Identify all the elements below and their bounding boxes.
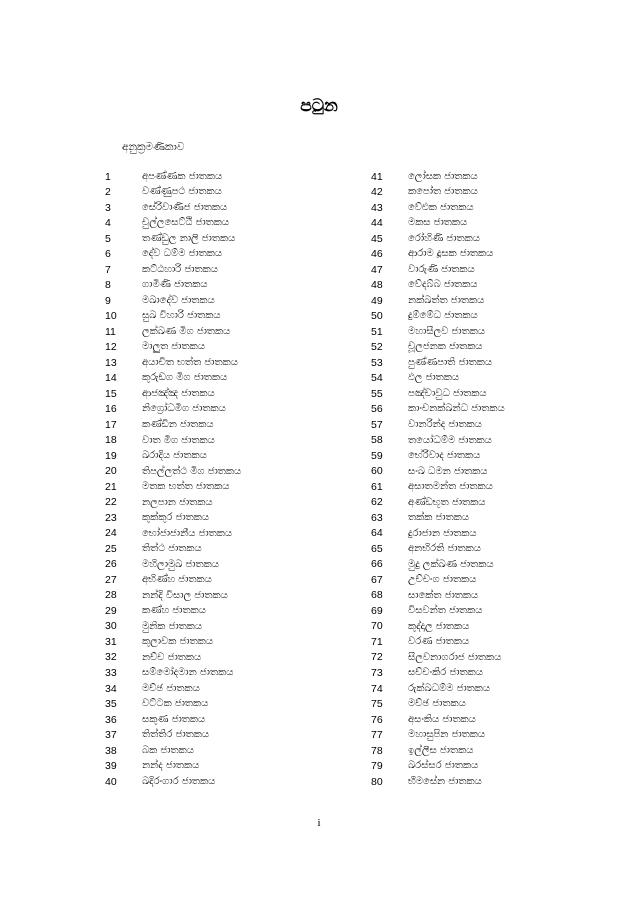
toc-entry [105, 557, 345, 573]
toc-entry-number: 60 [371, 465, 383, 478]
toc-entry [371, 650, 611, 666]
toc-entry-title: මුදු ලක්ඛණ ජාතකය [408, 558, 494, 570]
toc-entry-number: 21 [105, 480, 117, 493]
toc-entry-title: කුලාවක ජාතකය [142, 636, 214, 648]
toc-entry [105, 697, 345, 713]
toc-entry-number: 19 [105, 449, 117, 462]
toc-entry-title: සම්මෝදමාන ජාතකය [142, 667, 234, 679]
toc-entry [371, 541, 611, 557]
toc-entry-title: මච්ඡ ජාතකය [142, 682, 200, 694]
toc-entry [105, 650, 345, 666]
toc-entry [371, 386, 611, 402]
toc-entry-title: අසාතමන්ත ජාතකය [408, 481, 493, 493]
toc-entry-title: තක්ක ජාතකය [408, 512, 470, 524]
toc-entry [371, 495, 611, 511]
toc-entry-number: 79 [371, 760, 383, 773]
toc-entry [371, 464, 611, 480]
toc-entry [105, 402, 345, 418]
toc-entry [371, 355, 611, 371]
toc-entry [105, 479, 345, 495]
toc-entry-title: වරණ ජාතකය [408, 636, 470, 648]
toc-entry [371, 634, 611, 650]
toc-entry-title: තිත්තිර ජාතකය [142, 729, 210, 741]
toc-entry-number: 44 [371, 217, 383, 230]
toc-entry-title: ඵල ජාතකය [408, 372, 460, 384]
toc-entry-number: 22 [105, 496, 117, 509]
toc-entry-number: 53 [371, 356, 383, 369]
toc-entry-title: ලෝසක ජාතකය [408, 170, 478, 182]
toc-entry-number: 72 [371, 651, 383, 664]
toc-entry [371, 200, 611, 216]
toc-entry [105, 293, 345, 309]
toc-entry-number: 78 [371, 744, 383, 757]
toc-entry-number: 71 [371, 635, 383, 648]
toc-entry-number: 59 [371, 449, 383, 462]
toc-entry [371, 216, 611, 232]
toc-entry-title: ඛරස්සර ජාතකය [408, 760, 479, 772]
toc-entry-title: මහාසුපින ජාතකය [408, 729, 486, 741]
toc-entry-title: චුල්ලසෙට්ඨි ජාතකය [142, 217, 230, 229]
toc-entry-number: 13 [105, 356, 117, 369]
toc-entry [105, 712, 345, 728]
toc-entry-number: 23 [105, 511, 117, 524]
toc-entry-title: මච්ඡ ජාතකය [408, 698, 466, 710]
toc-entry-title: භීමසේන ජාතකය [408, 775, 482, 787]
toc-entry-title: මකස ජාතකය [408, 217, 468, 229]
toc-entry-title: අණ්ඩභූත ජාතකය [408, 496, 486, 508]
toc-entry-title: මඛාදේව ජාතකය [142, 294, 215, 306]
toc-entry [105, 278, 345, 294]
toc-entry-title: තිපල්ලත්ථ මිග ජාතකය [142, 465, 242, 477]
toc-entry-title: කාංචනක්ඛන්ධ ජාතකය [408, 403, 505, 415]
toc-entry-title: සච්චංකිර ජාතකය [408, 667, 483, 679]
toc-entry-title: නක්ඛත්ත ජාතකය [408, 294, 485, 306]
toc-entry [371, 759, 611, 775]
toc-entry [105, 262, 345, 278]
toc-entry-title: මාලුත ජාතකය [142, 341, 205, 353]
toc-entry [371, 309, 611, 325]
toc-entry-title: ආජඤ්ඤ ජාතකය [142, 387, 215, 399]
toc-entry [371, 603, 611, 619]
toc-entry [105, 185, 345, 201]
toc-entry-number: 55 [371, 387, 383, 400]
toc-column-left [105, 169, 345, 790]
toc-entry-number: 75 [371, 698, 383, 711]
toc-entry [105, 324, 345, 340]
toc-entry-title: දුම්මේධ ජාතකය [408, 310, 478, 322]
toc-entry-number: 35 [105, 698, 117, 711]
toc-entry-number: 4 [105, 217, 111, 230]
toc-entry [371, 324, 611, 340]
toc-entry [371, 247, 611, 263]
toc-entry-title: දේව ධම්ම ජාතකය [142, 248, 223, 260]
toc-entry-title: දුරාජාන ජාතකය [408, 527, 477, 539]
toc-entry-number: 43 [371, 201, 383, 214]
toc-entry-title: ඛදිරංගාර ජාතකය [142, 775, 216, 787]
toc-entry-number: 61 [371, 480, 383, 493]
toc-entry-title: ඉල්ලීස ජාතකය [408, 744, 474, 756]
toc-entry-number: 17 [105, 418, 117, 431]
toc-entry-title: රුක්ඛධම්ම ජාතකය [408, 682, 491, 694]
toc-entry-title: කපෝත ජාතකය [408, 186, 478, 198]
toc-entry [371, 557, 611, 573]
toc-entry [371, 572, 611, 588]
toc-entry-title: වේදබ්බ ජාතකය [408, 279, 478, 291]
toc-entry [105, 169, 345, 185]
toc-entry-title: ආරාම දූසක ජාතකය [408, 248, 494, 260]
toc-entry-title: මුනික ජාතකය [142, 620, 203, 632]
toc-entry [371, 774, 611, 790]
toc-entry-number: 10 [105, 310, 117, 323]
toc-entry-title: වාත මිග ජාතකය [142, 434, 215, 446]
toc-entry-title: නච්ච ජාතකය [142, 651, 202, 663]
toc-entry-number: 77 [371, 729, 383, 742]
toc-entry-title: පුණ්ණපාති ජාතකය [408, 356, 493, 368]
toc-entry-number: 27 [105, 573, 117, 586]
page-title: පටුන [300, 96, 338, 116]
toc-entry [105, 448, 345, 464]
toc-entry-title: ලක්ඛණ මිග ජාතකය [142, 325, 231, 337]
toc-entry [371, 417, 611, 433]
toc-entry-number: 73 [371, 667, 383, 679]
toc-entry [371, 448, 611, 464]
page-number: i [317, 817, 321, 829]
toc-entry-number: 68 [371, 589, 383, 602]
toc-entry-title: තයෝධම්ම ජාතකය [408, 434, 492, 446]
toc-entry-number: 33 [105, 667, 117, 679]
toc-entry [371, 479, 611, 495]
toc-entry-title: කුක්කුර ජාතකය [142, 512, 210, 524]
toc-entry-number: 9 [105, 294, 111, 307]
toc-entry-number: 2 [105, 186, 111, 199]
toc-entry-number: 32 [105, 651, 117, 664]
toc-entry-number: 38 [105, 744, 117, 757]
toc-entry-number: 76 [371, 713, 383, 726]
toc-entry [105, 774, 345, 790]
toc-entry [105, 495, 345, 511]
toc-entry-number: 34 [105, 682, 117, 695]
toc-entry-number: 65 [371, 542, 383, 555]
toc-entry [371, 433, 611, 449]
toc-entry [105, 433, 345, 449]
toc-entry-title: වණ්ණුපථ ජාතකය [142, 186, 222, 198]
toc-entry-number: 29 [105, 604, 117, 617]
toc-entry-title: තණ්ඩුල නාලි ජාතකය [142, 232, 236, 244]
toc-entry-title: සේරිවාණිජ ජාතකය [142, 201, 228, 213]
toc-entry-number: 40 [105, 775, 117, 788]
toc-entry [371, 588, 611, 604]
toc-entry [105, 417, 345, 433]
toc-entry-title: නන්ද ජාතකය [142, 760, 200, 772]
toc-entry-number: 64 [371, 527, 383, 540]
toc-entry-title: චූලජනක ජාතකය [408, 341, 483, 353]
toc-entry [105, 666, 345, 682]
toc-entry-title: අසංකිය ජාතකය [408, 713, 476, 725]
toc-entry-number: 36 [105, 713, 117, 726]
toc-entry [371, 371, 611, 387]
toc-entry-number: 15 [105, 387, 117, 400]
toc-entry-number: 16 [105, 403, 117, 416]
toc-entry-title: සකුණ ජාතකය [142, 713, 206, 725]
toc-entry-title: සීලවනාගරාජ ජාතකය [408, 651, 502, 663]
toc-entry-number: 20 [105, 465, 117, 478]
toc-entry [105, 588, 345, 604]
toc-entry [371, 743, 611, 759]
toc-entry-title: නිග්‍රෝධමිග ජාතකය [142, 403, 226, 415]
toc-entry-title: මතක භත්ත ජාතකය [142, 481, 230, 493]
toc-entry [105, 743, 345, 759]
toc-entry-number: 80 [371, 775, 383, 788]
toc-entry-number: 70 [371, 620, 383, 633]
toc-entry-number: 52 [371, 341, 383, 354]
toc-entry-title: වට්ටක ජාතකය [142, 698, 209, 710]
toc-entry [105, 309, 345, 325]
toc-entry [371, 712, 611, 728]
toc-entry-title: භෝජාජානීය ජාතකය [142, 527, 233, 539]
toc-entry [105, 526, 345, 542]
toc-entry-number: 26 [105, 558, 117, 571]
toc-entry-number: 3 [105, 201, 111, 214]
toc-entry-title: නලපාන ජාතකය [142, 496, 213, 508]
toc-entry [371, 526, 611, 542]
toc-entry [371, 728, 611, 744]
toc-entry-title: මහාසීලව ජාතකය [408, 325, 486, 337]
toc-entry-title: අයාචිත භත්ත ජාතකය [142, 356, 238, 368]
toc-entry-number: 66 [371, 558, 383, 571]
toc-entry [105, 216, 345, 232]
toc-entry-title: ඛරාදිය ජාතකය [142, 450, 207, 462]
toc-entry-number: 45 [371, 232, 383, 245]
toc-entry [105, 634, 345, 650]
toc-entry-title: වාරුණි ජාතකය [408, 263, 475, 275]
toc-entry-number: 30 [105, 620, 117, 633]
toc-entry-number: 51 [371, 325, 383, 338]
toc-entry [371, 402, 611, 418]
toc-entry-title: වේළුක ජාතකය [408, 201, 474, 213]
toc-entry [371, 262, 611, 278]
toc-entry [105, 681, 345, 697]
toc-entry [371, 619, 611, 635]
toc-entry-title: මහිලාමුඛ ජාතකය [142, 558, 219, 570]
toc-entry-number: 7 [105, 263, 111, 276]
toc-entry-number: 57 [371, 418, 383, 431]
toc-entry [105, 728, 345, 744]
toc-entry-number: 18 [105, 434, 117, 447]
toc-entry [371, 697, 611, 713]
toc-entry-number: 46 [371, 248, 383, 261]
toc-entry-number: 6 [105, 248, 111, 261]
toc-entry [371, 340, 611, 356]
toc-entry-title: සංඛ ධමන ජාතකය [408, 465, 488, 477]
toc-entry-title: විසවන්ත ජාතකය [408, 605, 483, 617]
toc-entry-number: 49 [371, 294, 383, 307]
toc-entry [105, 572, 345, 588]
toc-entry-title: කණ්ඩින ජාතකය [142, 419, 214, 430]
toc-entry-number: 37 [105, 729, 117, 742]
toc-entry-number: 42 [371, 186, 383, 199]
toc-entry-title: අනභිරති ජාතකය [408, 543, 481, 555]
toc-entry [105, 371, 345, 387]
toc-entry-number: 63 [371, 511, 383, 524]
toc-entry [371, 278, 611, 294]
toc-entry [105, 355, 345, 371]
toc-entry-title: භේරිවාද ජාතකය [408, 450, 481, 462]
toc-entry-title: උච්චංග ජාතකය [408, 574, 477, 586]
toc-entry [105, 541, 345, 557]
toc-entry [105, 231, 345, 247]
toc-entry-number: 58 [371, 434, 383, 447]
toc-entry-number: 67 [371, 573, 383, 586]
toc-entry [371, 169, 611, 185]
toc-entry [105, 386, 345, 402]
toc-entry-title: ගාමිණි ජාතකය [142, 279, 208, 291]
toc-entry-number: 69 [371, 604, 383, 617]
toc-entry [105, 759, 345, 775]
toc-entry-number: 8 [105, 279, 111, 292]
toc-entry [371, 231, 611, 247]
toc-entry-title: කුද්දාල ජාතකය [408, 620, 470, 632]
toc-entry [105, 200, 345, 216]
toc-entry-title: සුඛ විහාරි ජාතකය [142, 310, 221, 322]
toc-entry-title: කණ්හ ජාතකය [142, 605, 206, 617]
toc-entry-title: රෝහිණි ජාතකය [408, 232, 480, 244]
toc-entry-number: 24 [105, 527, 117, 540]
toc-entry-number: 28 [105, 589, 117, 602]
toc-entry-number: 62 [371, 496, 383, 509]
toc-entry [105, 510, 345, 526]
toc-entry-title: බක ජාතකය [142, 744, 194, 756]
toc-entry-number: 12 [105, 341, 117, 354]
toc-entry-number: 39 [105, 760, 117, 773]
toc-entry-title: කට්ඨහාරි ජාතකය [142, 263, 218, 275]
toc-entry-number: 41 [371, 170, 383, 183]
toc-entry-title: පඤ්චාවුධ ජාතකය [408, 387, 487, 399]
toc-entry-title: අභිණ්හ ජාතකය [142, 574, 212, 586]
toc-entry [371, 681, 611, 697]
toc-entry-number: 54 [371, 372, 383, 385]
toc-column-right [371, 169, 611, 790]
toc-entry-number: 1 [105, 170, 111, 183]
toc-entry-number: 11 [105, 325, 116, 338]
toc-entry [105, 464, 345, 480]
toc-entry-title: අපණ්ණක ජාතකය [142, 170, 223, 182]
toc-entry-number: 48 [371, 279, 383, 292]
toc-entry [371, 510, 611, 526]
toc-entry-title: වානරින්ද ජාතකය [408, 419, 482, 430]
toc-entry-number: 74 [371, 682, 383, 695]
toc-entry-number: 14 [105, 372, 117, 385]
toc-entry-number: 56 [371, 403, 383, 416]
toc-entry [105, 340, 345, 356]
toc-entry-number: 50 [371, 310, 383, 323]
toc-entry-title: තිත්ථ ජාතකය [142, 543, 202, 555]
toc-entry [105, 619, 345, 635]
toc-entry [371, 666, 611, 682]
toc-entry [105, 603, 345, 619]
toc-entry-title: කුරුඞග මිග ජාතකය [142, 372, 228, 384]
toc-entry-number: 31 [105, 635, 117, 648]
toc-entry [371, 185, 611, 201]
toc-entry [105, 247, 345, 263]
toc-entry-number: 5 [105, 232, 111, 245]
toc-subtitle: අනුක්‍රමණිකාව [122, 141, 185, 153]
toc-entry [371, 293, 611, 309]
toc-entry-title: නන්දි විසාල ජාතකය [142, 589, 228, 601]
toc-entry-title: සාකේත ජාතකය [408, 589, 479, 601]
toc-entry-number: 47 [371, 263, 383, 276]
toc-entry-number: 25 [105, 542, 117, 555]
